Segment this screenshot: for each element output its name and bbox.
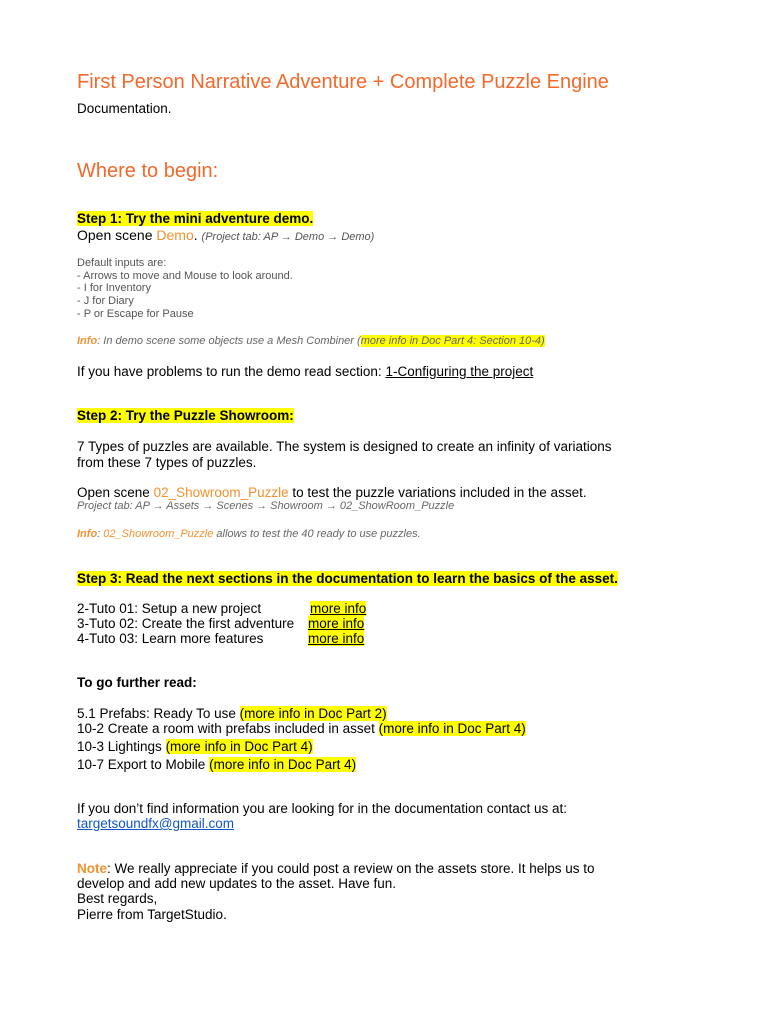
info-text: : In demo scene some objects use a Mesh Combiner (: [97, 335, 361, 347]
step1-info: [77, 335, 545, 347]
mesh-combiner-link[interactable]: more info in Doc Part 4: Section 10-4): [360, 335, 545, 347]
further-label: 10-3 Lightings: [77, 739, 166, 754]
inputs-line: - J for Diary: [77, 295, 134, 308]
open-scene-dot: .: [193, 227, 198, 243]
document-subtitle: Documentation.: [77, 101, 172, 116]
further-label: 5.1 Prefabs: Ready To use: [77, 706, 240, 721]
note-line-2: develop and add new updates to the asset. Have fun.: [77, 876, 396, 891]
tuto-label: 4-Tuto 03: Learn more features: [77, 631, 264, 646]
further-label: 10-7 Export to Mobile: [77, 757, 210, 772]
further-link[interactable]: (more info in Doc Part 4): [165, 739, 313, 754]
note-label: Note: [77, 861, 107, 876]
note-line-4: Pierre from TargetStudio.: [77, 907, 227, 922]
inputs-line: - I for Inventory: [77, 282, 151, 295]
step2-info: [77, 528, 421, 540]
further-label: 10-2 Create a room with prefabs included in asset: [77, 721, 379, 736]
inputs-line: Default inputs are:: [77, 257, 167, 269]
tuto-more-info-link[interactable]: [308, 631, 364, 647]
problem-line: [77, 364, 533, 380]
open-prefix: Open scene: [77, 485, 154, 500]
step2-desc-2: from these 7 types of puzzles.: [77, 455, 257, 470]
step2-heading-text: Step 2: Try the Puzzle Showroom:: [77, 408, 294, 423]
info-label: Info: [77, 335, 98, 347]
info-colon: :: [97, 528, 104, 540]
tuto-more-info-text[interactable]: more info: [308, 631, 365, 646]
step1-heading: [77, 210, 313, 228]
tuto-more-info-link[interactable]: [310, 601, 366, 617]
contact-text: If you don’t find information you are looking for in the documentation contact us at:: [77, 801, 568, 816]
step2-open-scene: [77, 485, 587, 501]
inputs-line: - P or Escape for Pause: [77, 307, 194, 320]
tuto-item: [77, 616, 294, 632]
further-link[interactable]: (more info in Doc Part 4): [378, 721, 526, 736]
step3-heading-text: Step 3: Read the next sections in the documentation to learn the basics of the asset.: [77, 571, 618, 586]
step3-heading: [77, 570, 618, 588]
tuto-more-info-link[interactable]: [308, 616, 364, 632]
tuto-label: 2-Tuto 01: Setup a new project: [77, 601, 262, 616]
default-inputs-list: [77, 257, 293, 321]
info-label: Info: [77, 528, 98, 540]
demo-path: (Project tab: AP → Demo → Demo): [201, 231, 375, 243]
step2-heading: [77, 407, 294, 425]
note-text: : We really appreciate if you could post a review on the assets store. It helps us to: [107, 861, 595, 876]
note-line-1: [77, 861, 595, 877]
info-text: allows to test the 40 ready to use puzzles.: [213, 528, 421, 540]
further-link[interactable]: (more info in Doc Part 2): [239, 706, 387, 721]
step1-heading-text: Step 1: Try the mini adventure demo.: [77, 211, 314, 226]
further-item: [77, 706, 387, 722]
showroom-scene-name: 02_Showroom_Puzzle: [153, 485, 289, 500]
document-title: First Person Narrative Adventure + Complete Puzzle Engine: [77, 71, 609, 93]
note-line-3: Best regards,: [77, 891, 158, 906]
tuto-more-info-text[interactable]: more info: [308, 616, 365, 631]
inputs-line: - Arrows to move and Mouse to look around.: [77, 269, 293, 282]
further-heading: To go further read:: [77, 675, 197, 690]
email-link[interactable]: targetsoundfx@gmail.com: [77, 816, 235, 831]
further-link[interactable]: (more info in Doc Part 4): [209, 757, 357, 772]
configuring-project-link[interactable]: 1-Configuring the project: [385, 364, 534, 379]
info-scene-name: 02_Showroom_Puzzle: [103, 528, 214, 540]
tuto-more-info-text[interactable]: more info: [310, 601, 367, 616]
further-item: [77, 721, 526, 737]
step2-desc-1: 7 Types of puzzles are available. The system is designed to create an infinity of variations: [77, 439, 612, 454]
open-suffix: to test the puzzle variations included in the asset.: [288, 485, 587, 500]
where-to-begin-heading: Where to begin:: [77, 160, 219, 182]
tuto-label: 3-Tuto 02: Create the first adventure: [77, 616, 295, 631]
further-item: [77, 757, 356, 773]
open-scene-prefix: Open scene: [77, 227, 157, 243]
further-item: [77, 739, 313, 755]
tuto-item: [77, 631, 263, 647]
contact-email: [77, 816, 234, 832]
problem-text: If you have problems to run the demo read section:: [77, 364, 386, 379]
showroom-path: Project tab: AP → Assets → Scenes → Showroom → 02_ShowRoom_Puzzle: [77, 500, 455, 512]
tuto-item: [77, 601, 261, 617]
step1-open-scene: [77, 227, 374, 245]
demo-scene-name: Demo: [156, 227, 194, 243]
